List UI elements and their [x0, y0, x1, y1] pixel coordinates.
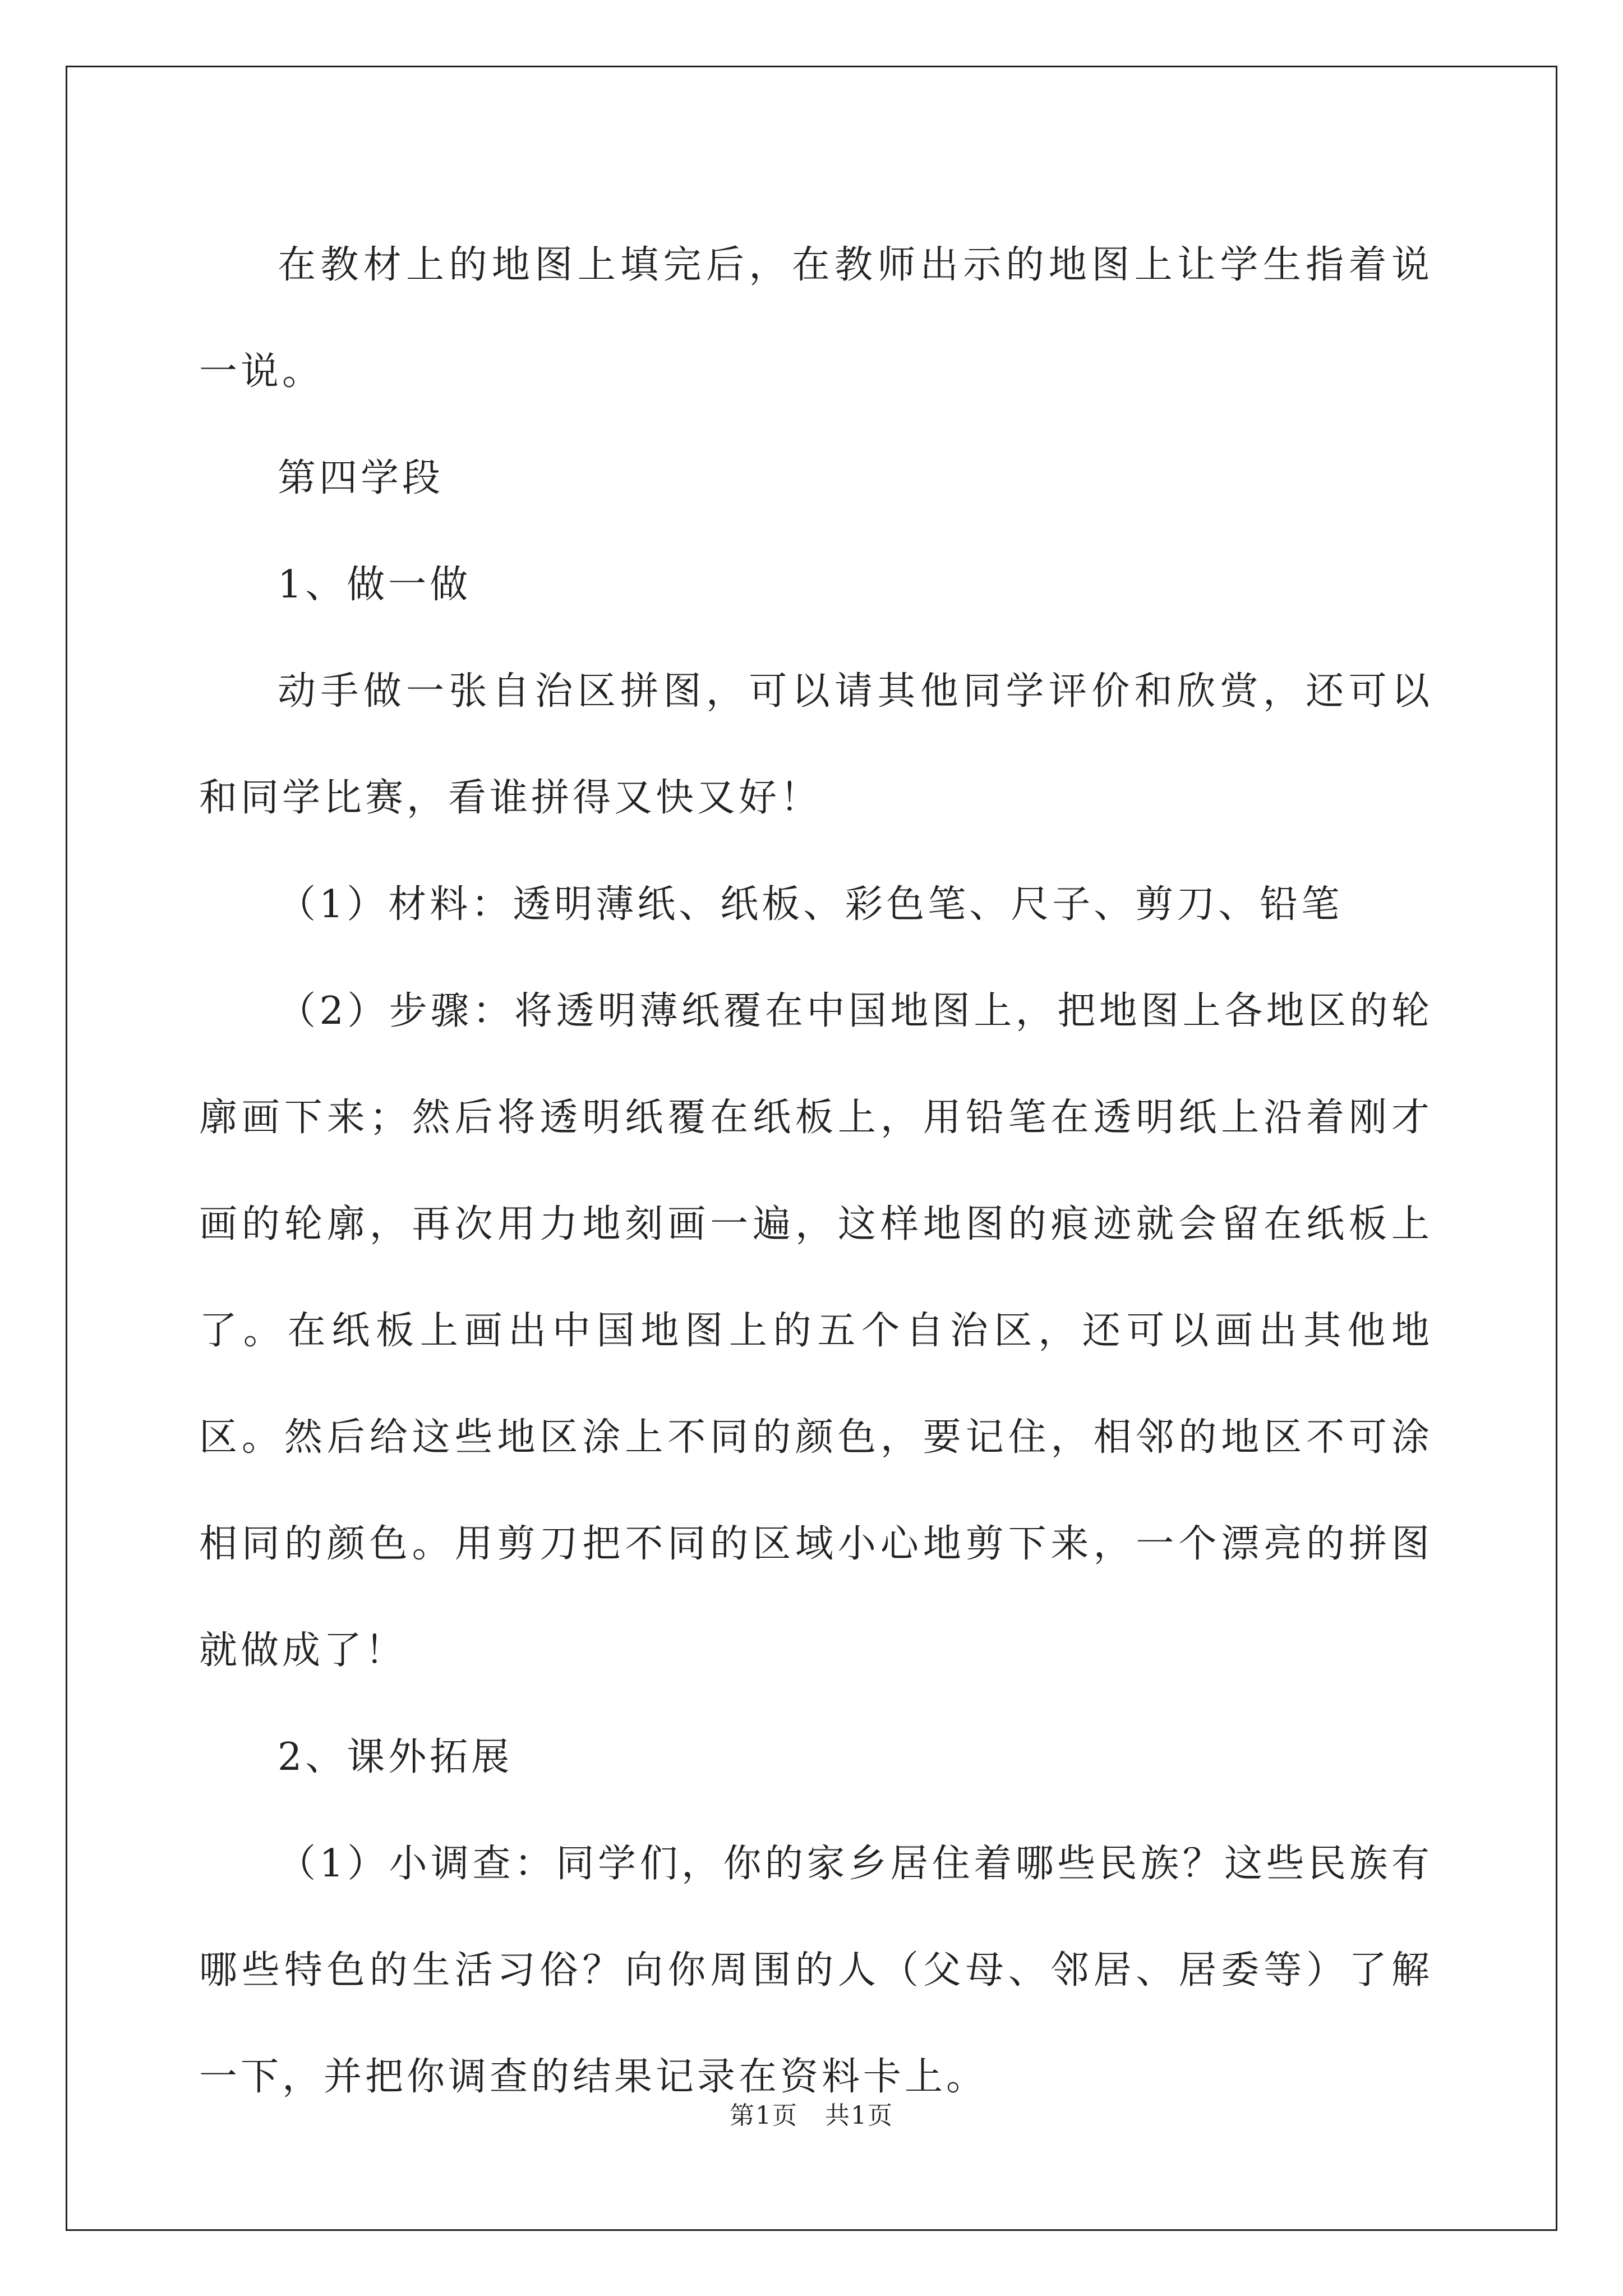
subheading-extension: 2、课外拓展 — [278, 1735, 513, 1779]
page-footer — [0, 2099, 1623, 2133]
page-total: 共1页 — [824, 2101, 893, 2130]
paragraph-steps: （2）步骤：将透明薄纸覆在中国地图上，把地图上各地区的轮廓画下来；然后将透明纸覆在纸板上，用铅笔在透明纸上沿着刚才画的轮廓，再次用力地刻画一遍，这样地图的痕迹就会留在纸板上了。在纸板上画出中国地图上的五个自治区，还可以画出其他地区。然后给这些地区涂上不同的颜色，要记住，相邻的地区不可涂相同的颜色。用剪刀把不同的区域小心地剪下来，一个漂亮的拼图就做成了！ — [199, 989, 1433, 1673]
subheading-do-it: 1、做一做 — [278, 563, 472, 607]
paragraph-survey: （1）小调查：同学们，你的家乡居住着哪些民族？这些民族有哪些特色的生活习俗？向你周围的人（父母、邻居、居委等）了解一下，并把你调查的结果记录在资料卡上。 — [199, 1842, 1433, 2099]
paragraph-materials: （1）材料：透明薄纸、纸板、彩色笔、尺子、剪刀、铅笔 — [278, 882, 1343, 927]
paragraph-intro: 在教材上的地图上填完后，在教师出示的地图上让学生指着说一说。 — [199, 243, 1433, 394]
document-body — [199, 212, 1433, 2131]
page-number: 第1页 — [730, 2101, 799, 2130]
paragraph-puzzle-task: 动手做一张自治区拼图，可以请其他同学评价和欣赏，还可以和同学比赛，看谁拼得又快又好！ — [199, 669, 1433, 820]
section-heading-stage-four: 第四学段 — [278, 456, 444, 500]
